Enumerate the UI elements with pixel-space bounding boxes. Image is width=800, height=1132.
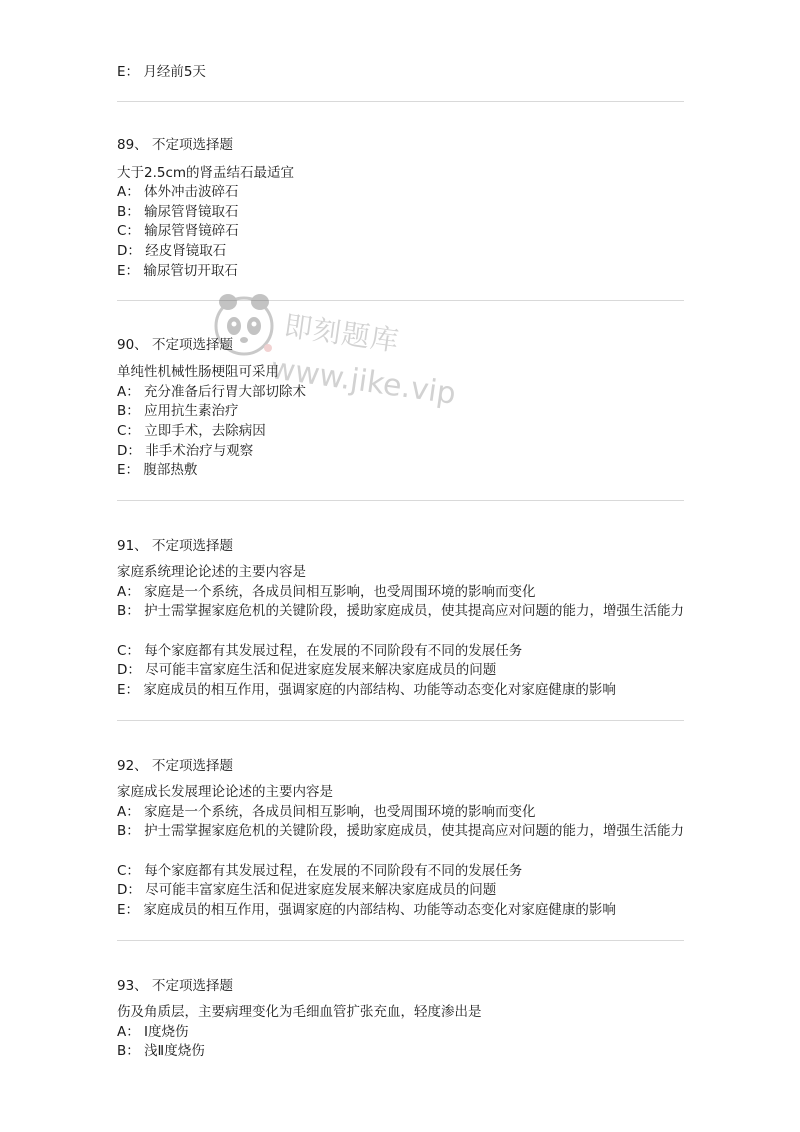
q92-option-b: B： 护士需掌握家庭危机的关键阶段，援助家庭成员，使其提高应对问题的能力，增强生活能力: [117, 823, 685, 839]
q93-option-b: B： 浅Ⅱ度烧伤: [117, 1043, 205, 1059]
q92-option-a: A： 家庭是一个系统，各成员间相互影响，也受周围环境的影响而变化: [117, 804, 536, 820]
divider: [117, 300, 684, 301]
q90-header: 90、 不定项选择题: [117, 337, 233, 353]
q88-option-e: E： 月经前5天: [117, 64, 206, 80]
q92-option-e: E： 家庭成员的相互作用，强调家庭的内部结构、功能等动态变化对家庭健康的影响: [117, 902, 616, 918]
q89-option-b: B： 输尿管肾镜取石: [117, 204, 239, 220]
q90-option-a: A： 充分准备后行胃大部切除术: [117, 384, 307, 400]
q93-option-a: A： Ⅰ度烧伤: [117, 1024, 189, 1040]
watermark-brand-url: www.jike.vip: [268, 351, 459, 412]
divider: [117, 940, 684, 941]
q92-option-c: C： 每个家庭都有其发展过程，在发展的不同阶段有不同的发展任务: [117, 863, 523, 879]
q89-stem: 大于2.5cm的肾盂结石最适宜: [117, 165, 295, 181]
watermark-brand-cn: 即刻题库: [282, 309, 402, 358]
divider: [117, 500, 684, 501]
q91-header: 91、 不定项选择题: [117, 538, 233, 554]
q91-option-b: B： 护士需掌握家庭危机的关键阶段，援助家庭成员，使其提高应对问题的能力，增强生活能力: [117, 603, 685, 619]
q91-stem: 家庭系统理论论述的主要内容是: [117, 564, 306, 580]
q89-option-e: E： 输尿管切开取石: [117, 263, 238, 279]
q89-option-c: C： 输尿管肾镜碎石: [117, 223, 239, 239]
divider: [117, 720, 684, 721]
q89-option-d: D： 经皮肾镜取石: [117, 243, 227, 259]
q91-option-a: A： 家庭是一个系统，各成员间相互影响，也受周围环境的影响而变化: [117, 584, 536, 600]
q90-option-d: D： 非手术治疗与观察: [117, 443, 254, 459]
divider: [117, 101, 684, 102]
q93-header: 93、 不定项选择题: [117, 978, 233, 994]
q89-option-a: A： 体外冲击波碎石: [117, 184, 239, 200]
q91-option-c: C： 每个家庭都有其发展过程，在发展的不同阶段有不同的发展任务: [117, 643, 523, 659]
q91-option-d: D： 尽可能丰富家庭生活和促进家庭发展来解决家庭成员的问题: [117, 662, 497, 678]
q92-option-d: D： 尽可能丰富家庭生活和促进家庭发展来解决家庭成员的问题: [117, 882, 497, 898]
q90-option-e: E： 腹部热敷: [117, 462, 198, 478]
q91-option-e: E： 家庭成员的相互作用，强调家庭的内部结构、功能等动态变化对家庭健康的影响: [117, 682, 616, 698]
q93-stem: 伤及角质层，主要病理变化为毛细血管扩张充血，轻度渗出是: [117, 1004, 482, 1020]
q90-stem: 单纯性机械性肠梗阻可采用: [117, 364, 279, 380]
q90-option-c: C： 立即手术，去除病因: [117, 423, 266, 439]
q92-stem: 家庭成长发展理论论述的主要内容是: [117, 784, 333, 800]
q89-header: 89、 不定项选择题: [117, 137, 233, 153]
q90-option-b: B： 应用抗生素治疗: [117, 403, 239, 419]
q92-header: 92、 不定项选择题: [117, 758, 233, 774]
